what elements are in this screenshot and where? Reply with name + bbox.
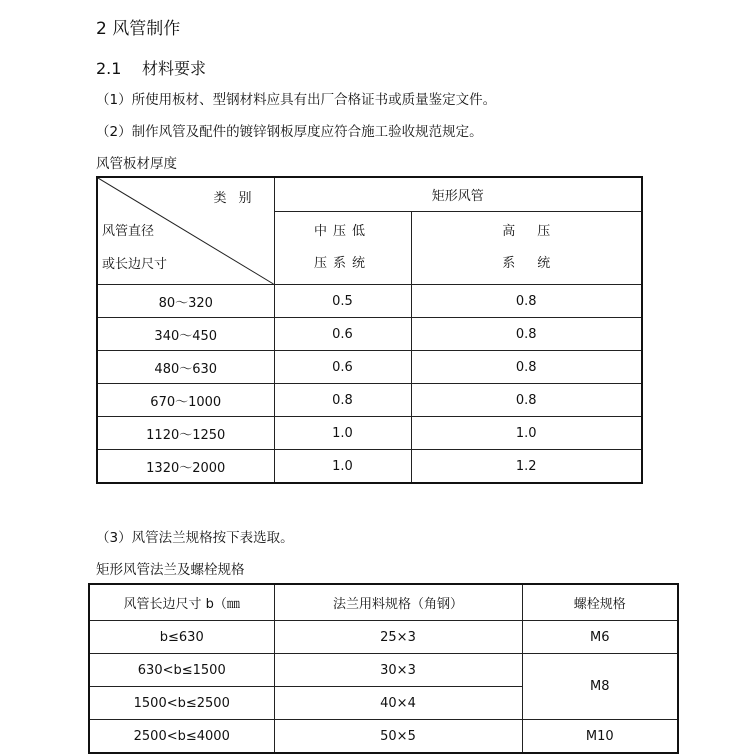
section-number: 2 [96,19,107,39]
low-mid-cell: 0.8 [274,384,411,417]
high-line1: 高压 [502,224,573,239]
size-label-line2: 或长边尺寸 [102,257,168,272]
size-cell: 340～450 [97,318,274,351]
high-cell: 1.2 [411,450,642,484]
section-title: 风管制作 [112,19,181,39]
paragraph-2: （2）制作风管及配件的镀锌钢板厚度应符合施工验收规范规定。 [96,124,483,140]
low-mid-cell: 0.5 [274,285,411,318]
table-header-row [97,177,642,212]
high-cell: 0.8 [411,318,642,351]
size-cell: 1120～1250 [97,417,274,450]
high-cell: 1.0 [411,417,642,450]
angle-header: 法兰用料规格（角钢） [274,584,522,621]
flange-bolt-table [88,583,679,754]
rect-duct-header: 矩形风管 [274,177,642,212]
bolt-cell: M6 [522,621,678,654]
size-cell: 670～1000 [97,384,274,417]
size-header: 风管长边尺寸 b（㎜ [89,584,274,621]
bolt-cell: M10 [522,720,678,754]
size-cell: 2500<b≤4000 [89,720,274,754]
size-cell: 1320～2000 [97,450,274,484]
low-mid-line1: 中压低 [313,224,371,239]
low-mid-pressure-header [274,212,411,285]
table-row [89,654,678,687]
duct-thickness-table [96,176,643,484]
low-mid-line2: 压系统 [313,256,371,271]
paragraph-1: （1）所使用板材、型钢材料应具有出厂合格证书或质量鉴定文件。 [96,92,497,108]
table-row [97,351,642,384]
size-label-line1: 风管直径 [102,224,155,239]
bolt-cell: M8 [522,654,678,720]
table-row [89,621,678,654]
bolt-header: 螺栓规格 [522,584,678,621]
diagonal-header-cell [97,177,274,285]
size-cell: 480～630 [97,351,274,384]
subsection-number: 2.1 [96,59,122,78]
angle-cell: 40×4 [274,687,522,720]
category-label: 类别 [213,191,264,206]
size-cell: 80～320 [97,285,274,318]
high-cell: 0.8 [411,285,642,318]
table-row [89,720,678,754]
table-row [97,384,642,417]
table-row [97,285,642,318]
size-cell: b≤630 [89,621,274,654]
table1-caption: 风管板材厚度 [96,156,177,172]
table-row [97,318,642,351]
low-mid-cell: 0.6 [274,351,411,384]
subsection-title: 材料要求 [142,59,207,78]
table-header-row [89,584,678,621]
high-line2: 系统 [502,256,573,271]
section-heading [96,14,180,39]
size-cell: 1500<b≤2500 [89,687,274,720]
high-cell: 0.8 [411,384,642,417]
low-mid-cell: 1.0 [274,417,411,450]
angle-cell: 25×3 [274,621,522,654]
size-cell: 630<b≤1500 [89,654,274,687]
subsection-heading [96,56,206,79]
low-mid-cell: 0.6 [274,318,411,351]
table2-caption: 矩形风管法兰及螺栓规格 [96,562,245,578]
table-row [97,450,642,484]
high-pressure-header [411,212,642,285]
high-cell: 0.8 [411,351,642,384]
low-mid-cell: 1.0 [274,450,411,484]
table-row [97,417,642,450]
angle-cell: 30×3 [274,654,522,687]
angle-cell: 50×5 [274,720,522,754]
paragraph-3: （3）风管法兰规格按下表选取。 [96,530,294,546]
